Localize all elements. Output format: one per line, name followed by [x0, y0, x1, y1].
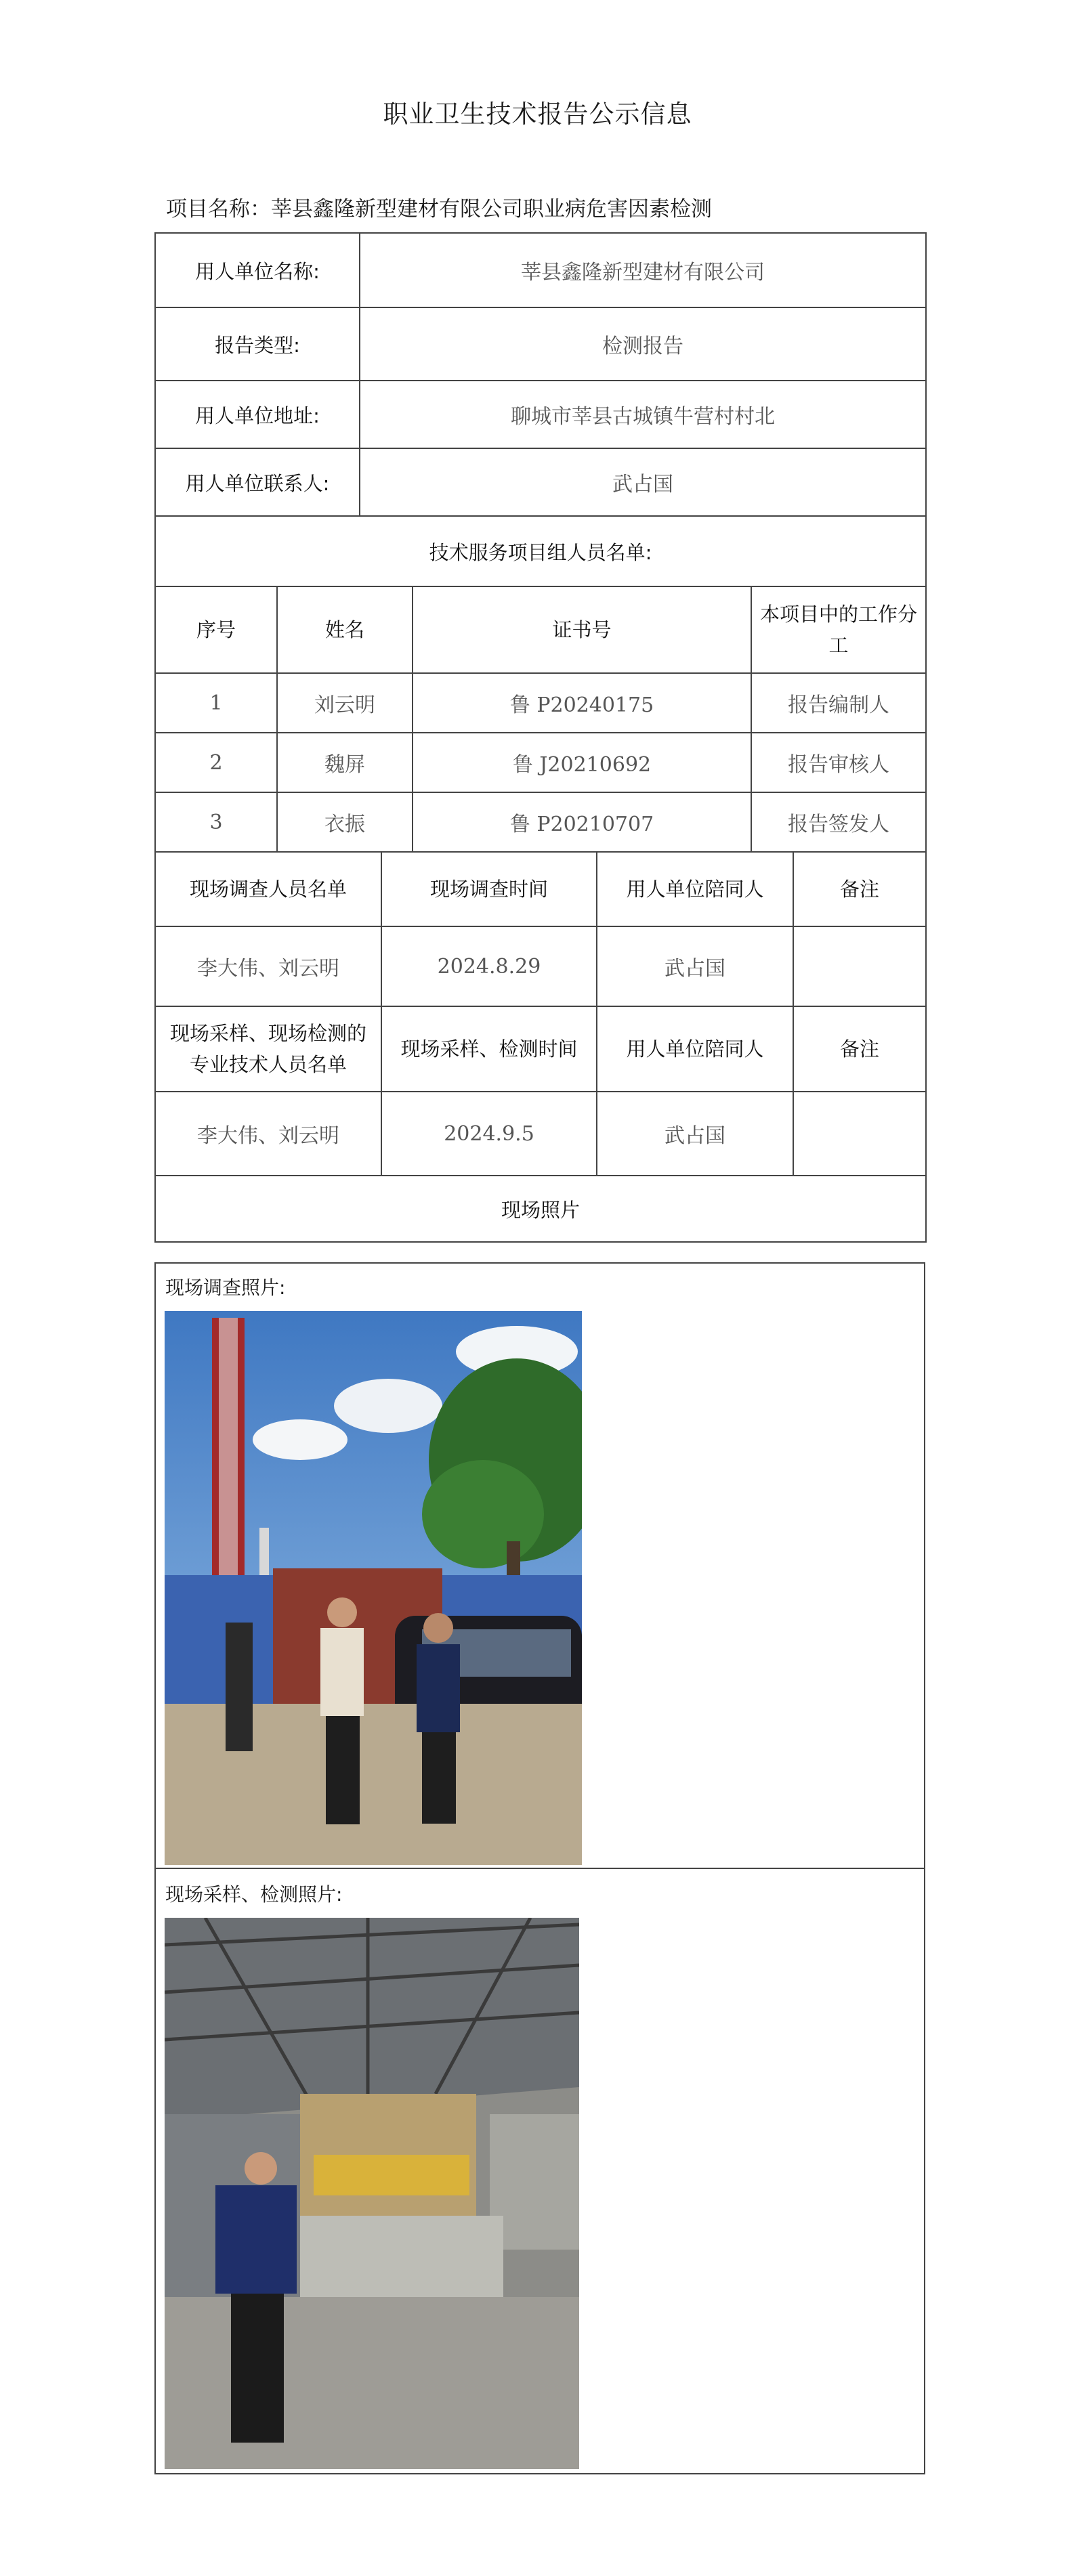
- survey-photo-caption: 现场调查照片:: [165, 1276, 286, 1299]
- employer-value: 莘县鑫隆新型建材有限公司: [360, 233, 926, 307]
- sampling-staff: 李大伟、刘云明: [155, 1092, 381, 1176]
- team-col-role: 本项目中的工作分工: [751, 586, 926, 673]
- row-name: 魏屏: [277, 733, 413, 792]
- photos-heading: 现场照片: [155, 1176, 926, 1242]
- sampling-escort: 武占国: [597, 1092, 793, 1176]
- row-name: 刘云明: [277, 673, 413, 733]
- survey-staff: 李大伟、刘云明: [155, 926, 381, 1006]
- survey-note: [793, 926, 926, 1006]
- survey-col-note: 备注: [793, 852, 926, 926]
- contact-value: 武占国: [360, 448, 926, 516]
- row-name: 衣振: [277, 792, 413, 852]
- table-row: [155, 733, 926, 792]
- survey-col-escort: 用人单位陪同人: [597, 852, 793, 926]
- report-type-value: 检测报告: [360, 307, 926, 381]
- survey-photo: [165, 1311, 582, 1865]
- field-work-table: [154, 851, 927, 1243]
- contact-label: 用人单位联系人:: [155, 448, 360, 516]
- page-title: 职业卫生技术报告公示信息: [383, 100, 692, 129]
- row-role: 报告签发人: [751, 792, 926, 852]
- team-col-no: 序号: [155, 586, 277, 673]
- sampling-col-note: 备注: [793, 1006, 926, 1092]
- report-type-label: 报告类型:: [155, 307, 360, 381]
- team-table: [154, 586, 927, 853]
- project-name: 项目名称：莘县鑫隆新型建材有限公司职业病危害因素检测: [166, 197, 712, 221]
- survey-col-staff: 现场调查人员名单: [155, 852, 381, 926]
- row-cert: 鲁 J20210692: [413, 733, 751, 792]
- sampling-col-escort: 用人单位陪同人: [597, 1006, 793, 1092]
- sampling-col-time: 现场采样、检测时间: [381, 1006, 597, 1092]
- photo-box: [154, 1262, 925, 2474]
- team-col-name: 姓名: [277, 586, 413, 673]
- survey-col-time: 现场调查时间: [381, 852, 597, 926]
- row-no: 1: [155, 673, 277, 733]
- address-value: 聊城市莘县古城镇牛营村村北: [360, 381, 926, 448]
- sampling-time: 2024.9.5: [381, 1092, 597, 1176]
- table-row: [155, 926, 926, 1006]
- row-cert: 鲁 P20240175: [413, 673, 751, 733]
- team-heading: 技术服务项目组人员名单:: [155, 516, 926, 586]
- sampling-note: [793, 1092, 926, 1176]
- row-no: 2: [155, 733, 277, 792]
- survey-time: 2024.8.29: [381, 926, 597, 1006]
- sampling-photo: [165, 1918, 579, 2469]
- sampling-photo-caption: 现场采样、检测照片:: [165, 1883, 343, 1906]
- table-row: [155, 673, 926, 733]
- photo-divider: [156, 1868, 924, 1869]
- employer-label: 用人单位名称:: [155, 233, 360, 307]
- row-role: 报告编制人: [751, 673, 926, 733]
- row-cert: 鲁 P20210707: [413, 792, 751, 852]
- table-row: [155, 792, 926, 852]
- row-no: 3: [155, 792, 277, 852]
- row-role: 报告审核人: [751, 733, 926, 792]
- basic-info-table: [154, 232, 927, 587]
- address-label: 用人单位地址:: [155, 381, 360, 448]
- sampling-col-staff: 现场采样、现场检测的专业技术人员名单: [155, 1006, 381, 1092]
- team-col-cert: 证书号: [413, 586, 751, 673]
- survey-escort: 武占国: [597, 926, 793, 1006]
- table-row: [155, 1092, 926, 1176]
